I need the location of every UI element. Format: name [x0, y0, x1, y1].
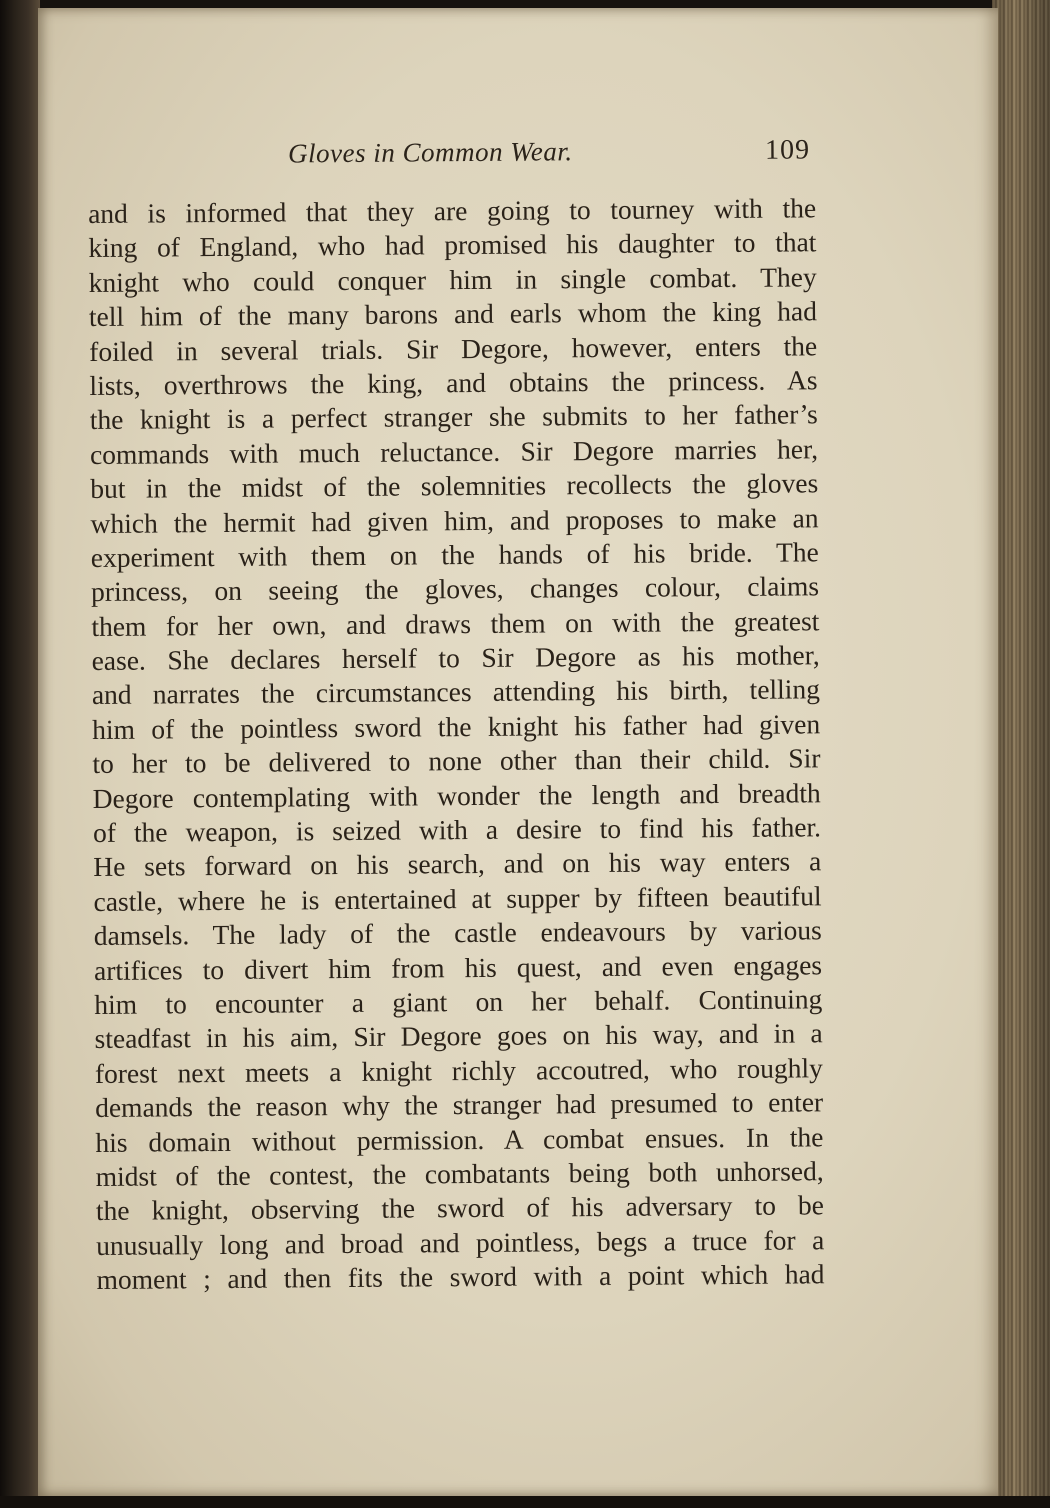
text-line: knight who could conquer him in single combat. They: [88, 261, 817, 298]
text-line: which the hermit had given him, and proposes to make an: [90, 501, 819, 539]
text-line: commands with much reluctance. Sir Degore marries her,: [89, 433, 819, 470]
text-line: castle, where he is entertained at supper by fifteen beautiful: [93, 880, 822, 917]
text-line: experiment with them on the hands of his bride. The: [90, 536, 819, 573]
text-line: demands the reason why the stranger had presumed to enter: [95, 1086, 824, 1124]
text-line: He sets forward on his search, and on his way enters a: [93, 845, 822, 883]
bottom-edge: [0, 1496, 1050, 1508]
text-line: steadfast in his aim, Sir Degore goes on his way, and in a: [94, 1017, 823, 1055]
text-line: of the weapon, is seized with a desire to find his father.: [92, 811, 822, 849]
text-line: but in the midst of the solemnities recollects the gloves: [90, 467, 819, 505]
text-line: foiled in several trials. Sir Degore, however, enters the: [89, 329, 818, 367]
text-line: princess, on seeing the gloves, changes colour, claims: [90, 570, 820, 608]
text-line: his domain without permission. A combat ensues. In the: [95, 1120, 824, 1158]
text-line: damsels. The lady of the castle endeavours by various: [93, 914, 822, 952]
text-line: tell him of the many barons and earls whom the king had: [88, 295, 818, 333]
text-line: forest next meets a knight richly accoutred, who roughly: [94, 1052, 823, 1089]
text-line: him of the pointless sword the knight his father had given: [92, 708, 821, 745]
text-line: and is informed that they are going to tourney with the: [88, 192, 817, 229]
text-line: the knight, observing the sword of his adversary to be: [95, 1189, 825, 1227]
text-line: ease. She declares herself to Sir Degore as his mother,: [91, 639, 820, 677]
text-line: unusually long and broad and pointless, begs a truce for a: [96, 1223, 825, 1261]
text-line: him to encounter a giant on her behalf. Continuing: [94, 983, 823, 1020]
text-line: Degore contemplating with wonder the length and breadth: [92, 776, 821, 814]
running-header: [90, 134, 820, 180]
page-number: 109: [764, 134, 811, 166]
text-line: them for her own, and draws them on with the greatest: [91, 604, 820, 642]
text-line: moment ; and then fits the sword with a point which had: [96, 1258, 825, 1296]
text-line: midst of the contest, the combatants being both unhorsed,: [95, 1155, 824, 1192]
text-line: artifices to divert him from his quest, and even engages: [93, 948, 823, 986]
text-line: lists, overthrows the king, and obtains the princess. As: [89, 364, 818, 401]
body-text: [88, 191, 857, 1297]
page-fore-edge-shade: [992, 0, 1050, 1508]
text-line: king of England, who had promised his daughter to that: [88, 226, 817, 264]
text-line: and narrates the circumstances attending his birth, telling: [91, 673, 821, 711]
text-line: the knight is a perfect stranger she submits to her father’s: [89, 398, 818, 436]
binding-edge: [0, 0, 40, 1508]
running-title: Gloves in Common Wear.: [287, 136, 573, 169]
text-line: to her to be delivered to none other than their child. Sir: [92, 742, 821, 780]
